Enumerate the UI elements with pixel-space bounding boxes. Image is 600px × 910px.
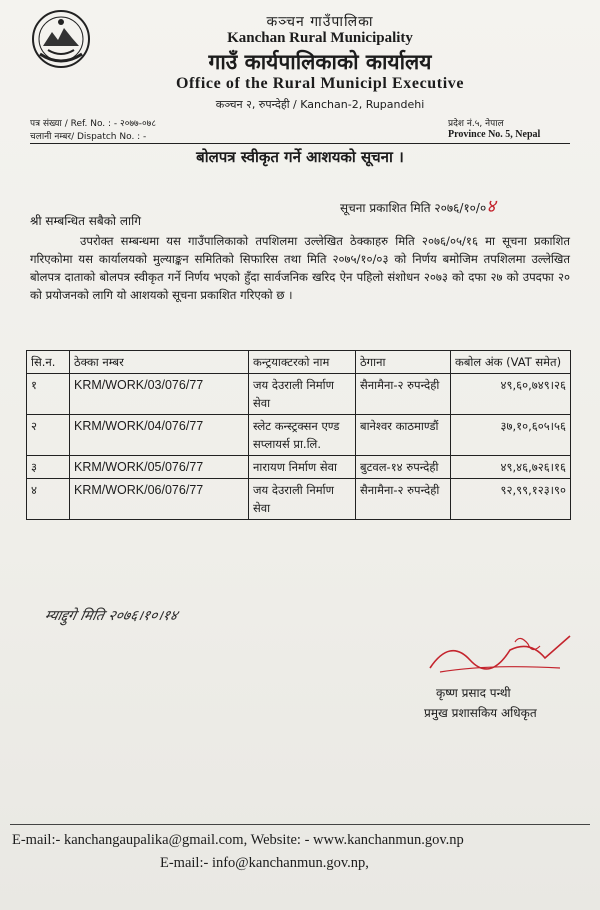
signatory-name: कृष्ण प्रसाद पन्थी: [436, 686, 511, 700]
contracts-table: [26, 350, 571, 520]
row-contract: KRM/WORK/03/076/77: [70, 374, 249, 415]
col-sn: सि.न.: [27, 351, 70, 374]
footer-divider: [10, 824, 590, 825]
table-row: [27, 479, 571, 520]
ref-number: पत्र संख्या / Ref. No. : - २०७७-०७८: [30, 119, 157, 129]
row-amount: ४९,६०,७४९।२६: [451, 374, 571, 415]
row-amount: ९२,९९,१२३।९०: [451, 479, 571, 520]
notice-subject: बोलपत्र स्वीकृत गर्ने आशयको सूचना ।: [196, 148, 404, 166]
row-contractor: स्लेट कन्स्ट्रक्सन एण्ड सप्लायर्स प्रा.लि.: [249, 415, 356, 456]
row-address: सैनामैना-२ रुपन्देही: [356, 374, 451, 415]
col-contract-number: ठेक्का नम्बर: [70, 351, 249, 374]
row-sn: ३: [27, 456, 70, 479]
province-np: प्रदेश नं.५, नेपाल: [448, 119, 504, 129]
row-contractor: नारायण निर्माण सेवा: [249, 456, 356, 479]
row-amount: ४९,४६,७२६।१६: [451, 456, 571, 479]
municipality-name-en: Kanchan Rural Municipality: [227, 30, 413, 46]
row-contract: KRM/WORK/06/076/77: [70, 479, 249, 520]
office-name-en: Office of the Rural Municipl Executive: [175, 75, 465, 92]
province-en: Province No. 5, Nepal: [448, 129, 541, 140]
row-address: बानेश्वर काठमाण्डौं: [356, 415, 451, 456]
salutation: श्री सम्बन्धित सबैको लागि: [30, 214, 141, 228]
row-address: बुटवल-१४ रुपन्देही: [356, 456, 451, 479]
footer-email-info: E-mail:- info@kanchanmun.gov.np,: [160, 855, 369, 871]
row-contractor: जय देउराली निर्माण सेवा: [249, 479, 356, 520]
row-contractor: जय देउराली निर्माण सेवा: [249, 374, 356, 415]
row-amount: ३७,१०,६०५।५६: [451, 415, 571, 456]
row-sn: २: [27, 415, 70, 456]
footer-email-website: E-mail:- kanchangaupalika@gmail.com, Website: - www.kanchanmun.gov.np: [12, 832, 464, 848]
row-sn: ४: [27, 479, 70, 520]
col-amount: कबोल अंक (VAT समेत): [451, 351, 571, 374]
col-contractor: कन्ट्रयाक्टरको नाम: [249, 351, 356, 374]
handwritten-signature: [420, 628, 580, 678]
row-sn: १: [27, 374, 70, 415]
handwritten-expiry-note: म्याद्दुगे मिति २०७६।१०।१४: [43, 608, 179, 624]
office-address: कञ्चन २, रुपन्देही / Kanchan-2, Rupandehi: [215, 98, 425, 111]
row-address: सैनामैना-२ रुपन्देही: [356, 479, 451, 520]
table-header-row: [27, 351, 571, 374]
table-row: [27, 415, 571, 456]
publish-date-label: सूचना प्रकाशित मिति २०७६/१०/०: [340, 201, 487, 215]
col-address: ठेगाना: [356, 351, 451, 374]
publish-date: [340, 194, 496, 218]
office-name-np: गाउँ कार्यपालिकाको कार्यालय: [208, 50, 432, 74]
municipality-name-np: कञ्चन गाउँपालिका: [266, 14, 374, 30]
row-contract: KRM/WORK/05/076/77: [70, 456, 249, 479]
row-contract: KRM/WORK/04/076/77: [70, 415, 249, 456]
header-divider: [30, 143, 570, 144]
dispatch-number: चलानी नम्बर/ Dispatch No. : -: [30, 132, 147, 142]
table-row: [27, 374, 571, 415]
table-row: [27, 456, 571, 479]
publish-date-handwritten-digit: ४: [486, 196, 496, 217]
notice-body: उपरोक्त सम्बन्धमा यस गाउँपालिकाको तपशिलमा उल्लेखित ठेक्काहरु मिति २०७६/०५/१६ मा सूचना प्रकाशित गरिएकोमा यस कार्यालयको मुल्याङ्कन समितिको सिफारिस तथा मिति २०७५/१०/०३ को निर्णय बमोजिम तपशिलमा उल्लेखित बोलपत्र दाताको बोलपत्र स्वीकृत गर्ने निर्णय भएको हुँदा सार्वजनिक खरिद ऐन पहिलो संशोधन २०७३ को दफा २७ को उपदफा २० को प्रयोजनको लागि यो आशयको सूचना प्रकाशित गरिएको छ ।: [30, 234, 570, 302]
signatory-title: प्रमुख प्रशासकिय अधिकृत: [424, 706, 537, 720]
